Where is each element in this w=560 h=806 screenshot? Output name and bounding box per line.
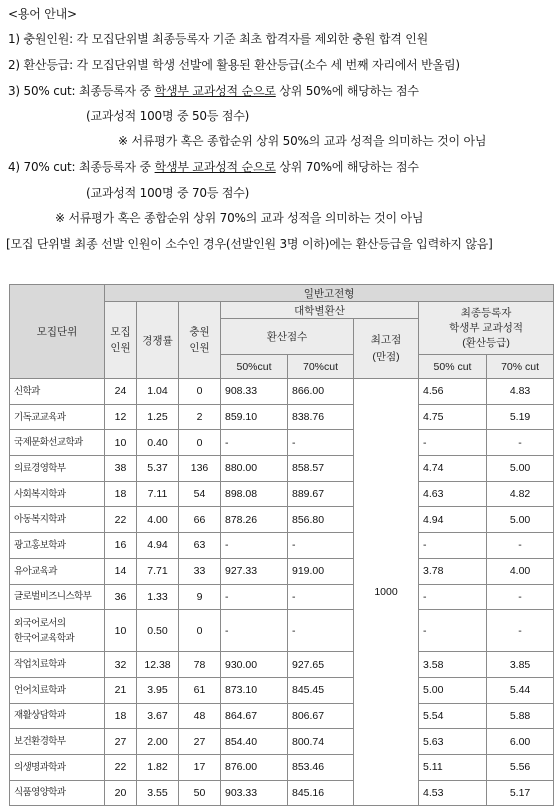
quota-cell: 16: [105, 533, 137, 559]
additional-cell: 63: [179, 533, 221, 559]
header-final-registrants: 최종등록자 학생부 교과성적 (환산등급): [419, 302, 554, 355]
competition-cell: 1.04: [137, 379, 179, 405]
header-general-track: 일반고전형: [105, 285, 554, 302]
note-5: [모집 단위별 최종 선발 인원이 소수인 경우(선발인원 3명 이하)에는 환산등급을 입력하지 않음]: [6, 237, 493, 251]
grade-70cut-cell: 4.83: [487, 379, 554, 405]
score-50cut-cell: 854.40: [221, 729, 288, 755]
header-quota: 모집 인원: [105, 302, 137, 379]
table-row: [10, 456, 554, 482]
grade-50cut-cell: 4.56: [419, 379, 487, 405]
additional-cell: 27: [179, 729, 221, 755]
additional-cell: 0: [179, 430, 221, 456]
competition-cell: 7.71: [137, 558, 179, 584]
competition-cell: 4.94: [137, 533, 179, 559]
note-3: [8, 82, 419, 99]
table-row: [10, 584, 554, 610]
header-final-70cut: 70% cut: [487, 355, 554, 379]
quota-cell: 27: [105, 729, 137, 755]
header-50cut: 50%cut: [221, 355, 288, 379]
unit-name: 작업치료학과: [10, 652, 105, 678]
additional-cell: 2: [179, 404, 221, 430]
competition-cell: 12.38: [137, 652, 179, 678]
note-3-remark: ※ 서류평가 혹은 종합순위 상위 50%의 교과 성적을 의미하는 것이 아님: [118, 134, 487, 148]
additional-cell: 136: [179, 456, 221, 482]
grade-50cut-cell: 3.58: [419, 652, 487, 678]
quota-cell: 36: [105, 584, 137, 610]
grade-70cut-cell: 5.56: [487, 754, 554, 780]
score-50cut-cell: 930.00: [221, 652, 288, 678]
quota-cell: 22: [105, 507, 137, 533]
additional-cell: 17: [179, 754, 221, 780]
grade-70cut-cell: 5.17: [487, 780, 554, 806]
grade-50cut-cell: 5.00: [419, 677, 487, 703]
note-3-start: 3) 50% cut: 최종등록자 중: [8, 84, 155, 98]
score-50cut-cell: 903.33: [221, 780, 288, 806]
header-competition: 경쟁률: [137, 302, 179, 379]
grade-70cut-cell: 5.88: [487, 703, 554, 729]
table-row: [10, 481, 554, 507]
quota-cell: 18: [105, 703, 137, 729]
competition-cell: 2.00: [137, 729, 179, 755]
grade-70cut-cell: -: [487, 430, 554, 456]
note-4-underlined: 학생부 교과성적 순으로: [154, 160, 276, 174]
table-row: [10, 379, 554, 405]
grade-50cut-cell: 5.63: [419, 729, 487, 755]
quota-cell: 38: [105, 456, 137, 482]
competition-cell: 3.67: [137, 703, 179, 729]
additional-cell: 48: [179, 703, 221, 729]
header-final-50cut: 50% cut: [419, 355, 487, 379]
note-3-end: 상위 50%에 해당하는 점수: [275, 84, 419, 98]
table-row: [10, 610, 554, 652]
grade-50cut-cell: -: [419, 533, 487, 559]
notes-title: <용어 안내>: [8, 7, 77, 21]
note-2: 2) 환산등급: 각 모집단위별 학생 선발에 활용된 환산등급(소수 세 번째 자리에서 반올림): [8, 58, 460, 72]
score-50cut-cell: 898.08: [221, 481, 288, 507]
quota-cell: 14: [105, 558, 137, 584]
unit-name: 신학과: [10, 379, 105, 405]
additional-cell: 33: [179, 558, 221, 584]
additional-cell: 50: [179, 780, 221, 806]
note-3-underlined: 학생부 교과성적 순으로: [154, 84, 276, 98]
score-70cut-cell: 845.16: [288, 780, 354, 806]
grade-70cut-cell: 5.00: [487, 456, 554, 482]
competition-cell: 4.00: [137, 507, 179, 533]
competition-cell: 0.50: [137, 610, 179, 652]
grade-70cut-cell: 5.19: [487, 404, 554, 430]
score-70cut-cell: -: [288, 533, 354, 559]
grade-50cut-cell: 4.63: [419, 481, 487, 507]
unit-name: 외국어로서의 한국어교육학과: [10, 610, 105, 652]
grade-50cut-cell: 5.54: [419, 703, 487, 729]
unit-name: 기독교교육과: [10, 404, 105, 430]
unit-name: 유아교육과: [10, 558, 105, 584]
score-50cut-cell: 876.00: [221, 754, 288, 780]
competition-cell: 0.40: [137, 430, 179, 456]
grade-70cut-cell: -: [487, 584, 554, 610]
quota-cell: 22: [105, 754, 137, 780]
competition-cell: 7.11: [137, 481, 179, 507]
score-50cut-cell: 878.26: [221, 507, 288, 533]
quota-cell: 21: [105, 677, 137, 703]
additional-cell: 78: [179, 652, 221, 678]
score-70cut-cell: 800.74: [288, 729, 354, 755]
score-70cut-cell: 866.00: [288, 379, 354, 405]
grade-50cut-cell: -: [419, 584, 487, 610]
note-4-end: 상위 70%에 해당하는 점수: [275, 160, 419, 174]
grade-70cut-cell: -: [487, 610, 554, 652]
grade-70cut-cell: 4.00: [487, 558, 554, 584]
note-1: 1) 충원인원: 각 모집단위별 최종등록자 기준 최초 합격자를 제외한 충원 합격 인원: [8, 32, 429, 46]
grade-50cut-cell: -: [419, 430, 487, 456]
additional-cell: 0: [179, 610, 221, 652]
quota-cell: 12: [105, 404, 137, 430]
grade-50cut-cell: 5.11: [419, 754, 487, 780]
score-50cut-cell: 880.00: [221, 456, 288, 482]
table-row: [10, 729, 554, 755]
unit-name: 의료경영학부: [10, 456, 105, 482]
note-4-start: 4) 70% cut: 최종등록자 중: [8, 160, 155, 174]
score-70cut-cell: 919.00: [288, 558, 354, 584]
unit-name: 재활상담학과: [10, 703, 105, 729]
unit-name: 사회복지학과: [10, 481, 105, 507]
score-70cut-cell: 853.46: [288, 754, 354, 780]
table-row: [10, 533, 554, 559]
note-3-example: (교과성적 100명 중 50등 점수): [86, 109, 250, 123]
header-max-score: 최고점 (만점): [354, 319, 419, 379]
grade-70cut-cell: 3.85: [487, 652, 554, 678]
grade-70cut-cell: -: [487, 533, 554, 559]
table-row: [10, 780, 554, 806]
table-row: [10, 507, 554, 533]
score-70cut-cell: 845.45: [288, 677, 354, 703]
score-70cut-cell: 889.67: [288, 481, 354, 507]
score-70cut-cell: -: [288, 430, 354, 456]
quota-cell: 10: [105, 430, 137, 456]
score-50cut-cell: -: [221, 584, 288, 610]
unit-name: 의생명과학과: [10, 754, 105, 780]
header-univ-conversion: 대학별환산: [221, 302, 419, 319]
competition-cell: 3.55: [137, 780, 179, 806]
unit-name: 국제문화선교학과: [10, 430, 105, 456]
score-50cut-cell: -: [221, 610, 288, 652]
competition-cell: 1.25: [137, 404, 179, 430]
admission-results-table: [9, 284, 554, 806]
competition-cell: 3.95: [137, 677, 179, 703]
unit-name: 광고홍보학과: [10, 533, 105, 559]
score-50cut-cell: 859.10: [221, 404, 288, 430]
quota-cell: 20: [105, 780, 137, 806]
unit-name: 아동복지학과: [10, 507, 105, 533]
score-50cut-cell: -: [221, 533, 288, 559]
note-4-remark: ※ 서류평가 혹은 종합순위 상위 70%의 교과 성적을 의미하는 것이 아님: [55, 211, 424, 225]
grade-70cut-cell: 5.44: [487, 677, 554, 703]
grade-50cut-cell: 3.78: [419, 558, 487, 584]
grade-70cut-cell: 4.82: [487, 481, 554, 507]
grade-50cut-cell: -: [419, 610, 487, 652]
score-70cut-cell: 927.65: [288, 652, 354, 678]
score-70cut-cell: -: [288, 584, 354, 610]
score-50cut-cell: 927.33: [221, 558, 288, 584]
competition-cell: 1.33: [137, 584, 179, 610]
unit-name: 식품영양학과: [10, 780, 105, 806]
unit-name: 보건환경학부: [10, 729, 105, 755]
grade-70cut-cell: 5.00: [487, 507, 554, 533]
grade-50cut-cell: 4.94: [419, 507, 487, 533]
additional-cell: 54: [179, 481, 221, 507]
score-70cut-cell: 838.76: [288, 404, 354, 430]
table-row: [10, 677, 554, 703]
header-additional: 충원 인원: [179, 302, 221, 379]
table-row: [10, 652, 554, 678]
grade-70cut-cell: 6.00: [487, 729, 554, 755]
table-row: [10, 430, 554, 456]
score-70cut-cell: -: [288, 610, 354, 652]
score-50cut-cell: 908.33: [221, 379, 288, 405]
table-body: [10, 379, 554, 806]
table-row: [10, 404, 554, 430]
quota-cell: 10: [105, 610, 137, 652]
additional-cell: 0: [179, 379, 221, 405]
score-70cut-cell: 806.67: [288, 703, 354, 729]
competition-cell: 5.37: [137, 456, 179, 482]
additional-cell: 66: [179, 507, 221, 533]
header-unit: 모집단위: [10, 285, 105, 379]
grade-50cut-cell: 4.74: [419, 456, 487, 482]
quota-cell: 32: [105, 652, 137, 678]
table-row: [10, 558, 554, 584]
note-4-example: (교과성적 100명 중 70등 점수): [86, 186, 250, 200]
unit-name: 언어치료학과: [10, 677, 105, 703]
table-row: [10, 703, 554, 729]
score-70cut-cell: 858.57: [288, 456, 354, 482]
quota-cell: 18: [105, 481, 137, 507]
note-4: [8, 158, 419, 175]
score-50cut-cell: 864.67: [221, 703, 288, 729]
score-50cut-cell: -: [221, 430, 288, 456]
grade-50cut-cell: 4.53: [419, 780, 487, 806]
additional-cell: 61: [179, 677, 221, 703]
unit-name: 글로벌비즈니스학부: [10, 584, 105, 610]
table-row: [10, 754, 554, 780]
score-70cut-cell: 856.80: [288, 507, 354, 533]
quota-cell: 24: [105, 379, 137, 405]
max-score-cell: 1000: [354, 379, 419, 806]
score-50cut-cell: 873.10: [221, 677, 288, 703]
additional-cell: 9: [179, 584, 221, 610]
header-70cut: 70%cut: [288, 355, 354, 379]
header-converted-score: 환산점수: [221, 319, 354, 355]
grade-50cut-cell: 4.75: [419, 404, 487, 430]
competition-cell: 1.82: [137, 754, 179, 780]
